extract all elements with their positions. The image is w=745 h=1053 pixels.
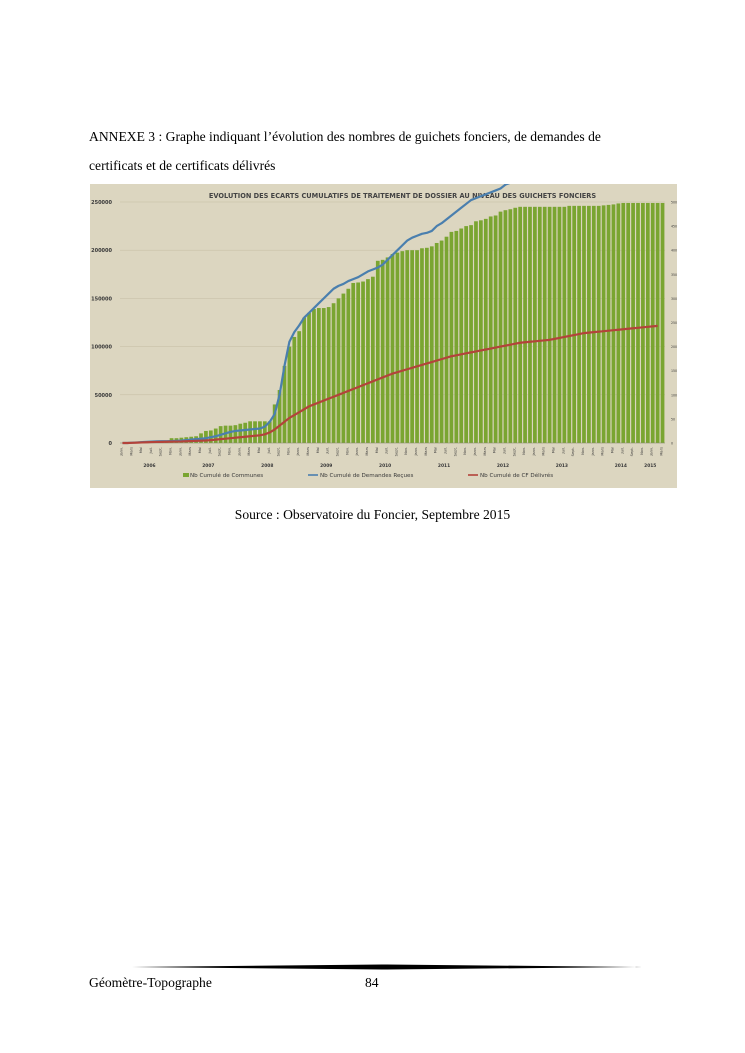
page-number: 84	[365, 975, 379, 990]
bar-communes	[459, 229, 463, 443]
month-tick-label: Nov.	[639, 447, 644, 455]
bar-communes	[558, 207, 562, 443]
month-tick-label: Sept.	[571, 447, 576, 457]
y2-tick-label: 400	[671, 248, 677, 253]
bar-communes	[337, 298, 341, 443]
bar-communes	[612, 204, 616, 443]
month-tick-label: Sept.	[335, 446, 340, 457]
bar-communes	[312, 309, 316, 443]
month-tick-label: Mai	[198, 446, 203, 454]
bar-communes	[229, 426, 233, 443]
month-tick-label: Mai	[256, 446, 261, 454]
month-tick-label: Janv.	[355, 446, 360, 456]
bar-communes	[415, 250, 419, 443]
bar-communes	[577, 206, 581, 443]
bar-communes	[342, 294, 346, 443]
bar-communes	[538, 207, 542, 443]
bar-communes	[651, 203, 655, 443]
bar-communes	[661, 203, 665, 443]
month-tick-label: Mai	[433, 447, 438, 454]
month-tick-label: Mars	[541, 447, 546, 456]
month-tick-label: Mars	[600, 447, 605, 456]
month-tick-label: Janv.	[472, 447, 477, 456]
month-tick-label: Nov.	[286, 446, 291, 455]
y2-tick-label: 450	[671, 224, 677, 229]
month-tick-label: Janv.	[414, 447, 419, 456]
bar-communes	[636, 203, 640, 443]
bar-communes	[582, 206, 586, 443]
bar-communes	[440, 241, 444, 443]
bar-communes	[238, 424, 242, 443]
bar-communes	[332, 303, 336, 443]
month-tick-label: Juil.	[148, 446, 153, 454]
year-label: 2006	[143, 464, 156, 469]
month-tick-label: Juil.	[502, 447, 507, 454]
y2-tick-label: 350	[671, 272, 677, 277]
bar-communes	[621, 203, 625, 443]
month-tick-label: Nov.	[345, 446, 350, 455]
bar-communes	[292, 337, 296, 443]
y-tick-label: 150000	[91, 296, 112, 303]
year-label: 2012	[496, 464, 510, 469]
bar-communes	[479, 220, 483, 443]
month-tick-label: Janv.	[296, 446, 301, 456]
y-tick-label: 200000	[91, 248, 112, 255]
bar-communes	[572, 206, 576, 443]
month-tick-label: Mars	[423, 447, 428, 456]
bar-communes	[425, 248, 429, 443]
footer-divider	[132, 964, 642, 970]
legend-label: Nb Cumulé de Demandes Reçues	[320, 473, 414, 479]
month-tick-label: Mai	[139, 446, 144, 454]
bar-communes	[597, 206, 601, 443]
month-tick-label: Janv.	[590, 447, 595, 456]
month-tick-label: Nov.	[580, 447, 585, 455]
month-tick-label: Mars	[247, 446, 252, 456]
month-tick-label: Juil.	[207, 446, 212, 454]
y2-tick-label: 250	[671, 321, 677, 325]
year-label: 2010	[379, 464, 392, 469]
month-tick-label: Janv.	[531, 447, 536, 456]
y-tick-label: 250000	[91, 200, 112, 206]
bar-communes	[518, 207, 522, 443]
bar-communes	[234, 425, 238, 443]
y-tick-label: 100000	[91, 344, 112, 351]
bar-communes	[484, 219, 488, 443]
bar-communes	[356, 282, 360, 443]
bar-communes	[464, 226, 468, 443]
month-tick-label: Sept.	[394, 447, 399, 457]
bar-communes	[317, 308, 321, 443]
bar-communes	[504, 210, 508, 443]
month-tick-label: Nov.	[168, 446, 173, 455]
month-tick-label: Sept.	[276, 446, 281, 457]
bar-communes	[351, 283, 355, 443]
footer-title: Géomètre-Topographe	[89, 975, 212, 990]
y2-tick-label: 150	[671, 369, 677, 374]
bar-communes	[371, 277, 375, 443]
bar-communes	[400, 251, 404, 443]
bar-communes	[489, 216, 493, 443]
bar-communes	[420, 248, 424, 443]
bar-communes	[567, 206, 571, 443]
month-tick-label: Mai	[551, 447, 556, 454]
bar-communes	[243, 423, 247, 443]
caption-line-1: ANNEXE 3 : Graphe indiquant l’évolution des nombres de guichets fonciers, de demandes de	[89, 129, 601, 144]
bar-communes	[553, 207, 557, 443]
bar-communes	[391, 254, 395, 443]
month-tick-label: Mai	[492, 447, 497, 454]
bar-communes	[445, 237, 449, 443]
legend-label: Nb Cumulé de Communes	[190, 473, 264, 479]
month-tick-label: Mars	[659, 447, 664, 456]
bar-communes	[494, 215, 498, 443]
bar-communes	[533, 207, 537, 443]
month-tick-label: Sept.	[630, 447, 635, 457]
cumulative-chart	[90, 184, 677, 488]
month-tick-label: Mars	[188, 446, 193, 456]
bar-communes	[454, 231, 458, 443]
bar-communes	[626, 203, 630, 443]
bar-communes	[327, 307, 331, 443]
figure-source	[0, 507, 745, 523]
bar-communes	[646, 203, 650, 443]
month-tick-label: Juil.	[325, 446, 330, 454]
legend-label: Nb Cumulé de CF Délivrés	[480, 473, 554, 479]
bar-communes	[366, 279, 370, 443]
bar-communes	[396, 253, 400, 443]
month-tick-label: Sept.	[158, 446, 163, 457]
bar-communes	[607, 205, 611, 443]
year-label: 2007	[202, 464, 215, 469]
bar-communes	[508, 209, 512, 443]
bar-communes	[346, 289, 350, 443]
annex-caption	[89, 122, 669, 180]
bar-communes	[405, 250, 409, 443]
bar-communes	[376, 261, 380, 443]
month-tick-label: Sept.	[217, 446, 222, 457]
bar-communes	[307, 313, 311, 443]
bar-communes	[258, 421, 262, 443]
year-label: 2014	[614, 464, 627, 469]
month-tick-label: Mars	[364, 446, 369, 456]
month-tick-label: Mars	[129, 446, 134, 456]
month-tick-label: Janv.	[649, 447, 654, 456]
bar-communes	[386, 257, 390, 443]
bar-communes	[513, 208, 517, 443]
month-tick-label: Janv.	[178, 446, 183, 456]
year-label: 2008	[261, 464, 274, 469]
y2-tick-label: 50	[671, 417, 676, 422]
bar-communes	[523, 207, 527, 443]
y2-tick-label: 100	[671, 393, 677, 398]
bar-communes	[410, 250, 414, 443]
month-tick-label: Nov.	[463, 447, 468, 455]
month-tick-label: Juil.	[620, 447, 625, 454]
bar-communes	[631, 203, 635, 443]
y2-tick-label: 500	[671, 200, 677, 205]
bar-communes	[430, 246, 434, 443]
bar-communes	[499, 212, 503, 443]
bar-communes	[297, 331, 301, 443]
bar-communes	[587, 206, 591, 443]
year-label: 2011	[437, 464, 451, 469]
bar-communes	[450, 232, 454, 443]
bar-communes	[656, 203, 660, 443]
month-tick-label: Mars	[306, 446, 311, 456]
year-label: 2013	[555, 464, 569, 469]
bar-communes	[592, 206, 596, 443]
y2-tick-label: 300	[671, 296, 677, 301]
bar-communes	[528, 207, 532, 443]
bar-communes	[435, 243, 439, 443]
month-tick-label: Sept.	[512, 447, 517, 457]
bar-communes	[548, 207, 552, 443]
bar-communes	[474, 221, 478, 443]
month-tick-label: Sept.	[453, 447, 458, 457]
month-tick-label: Juil.	[561, 447, 566, 454]
y-tick-label: 0	[108, 441, 112, 447]
bar-communes	[469, 225, 473, 443]
bar-communes	[562, 207, 566, 443]
bar-communes	[248, 421, 252, 443]
bar-communes	[602, 205, 606, 443]
legend-swatch-communes	[183, 473, 189, 477]
month-tick-label: Juil.	[384, 446, 389, 454]
month-tick-label: Mai	[374, 446, 379, 454]
chart-figure	[90, 184, 677, 488]
month-tick-label: Mai	[315, 446, 320, 454]
month-tick-label: Juil.	[266, 446, 271, 454]
bar-communes	[543, 207, 547, 443]
bar-communes	[381, 260, 385, 443]
month-tick-label: Nov.	[404, 447, 409, 455]
source-text: Source : Observatoire du Foncier, Septembre 2015	[234, 507, 511, 522]
bar-communes	[322, 308, 326, 443]
bar-communes	[616, 203, 620, 443]
caption-line-2: certificats et de certificats délivrés	[89, 158, 276, 173]
month-tick-label: Juil.	[443, 447, 448, 454]
year-label: 2015	[644, 464, 657, 469]
bar-communes	[641, 203, 645, 443]
bar-communes	[302, 318, 306, 443]
bar-communes	[288, 347, 292, 443]
bar-communes	[361, 282, 365, 443]
bar-communes	[253, 421, 257, 443]
month-tick-label: Janv.	[237, 446, 242, 456]
month-tick-label: Mars	[482, 447, 487, 456]
month-tick-label: Mai	[610, 447, 615, 454]
y-tick-label: 50000	[94, 392, 112, 399]
month-tick-label: Janv.	[119, 446, 124, 456]
year-label: 2009	[320, 464, 333, 469]
month-tick-label: Nov.	[522, 447, 527, 455]
y2-tick-label: 0	[671, 441, 674, 446]
y2-tick-label: 200	[671, 345, 677, 350]
chart-title: EVOLUTION DES ECARTS CUMULATIFS DE TRAITEMENT DE DOSSIER AU NIVEAU DES GUICHETS FONCIERS	[208, 192, 597, 200]
month-tick-label: Nov.	[227, 446, 232, 455]
